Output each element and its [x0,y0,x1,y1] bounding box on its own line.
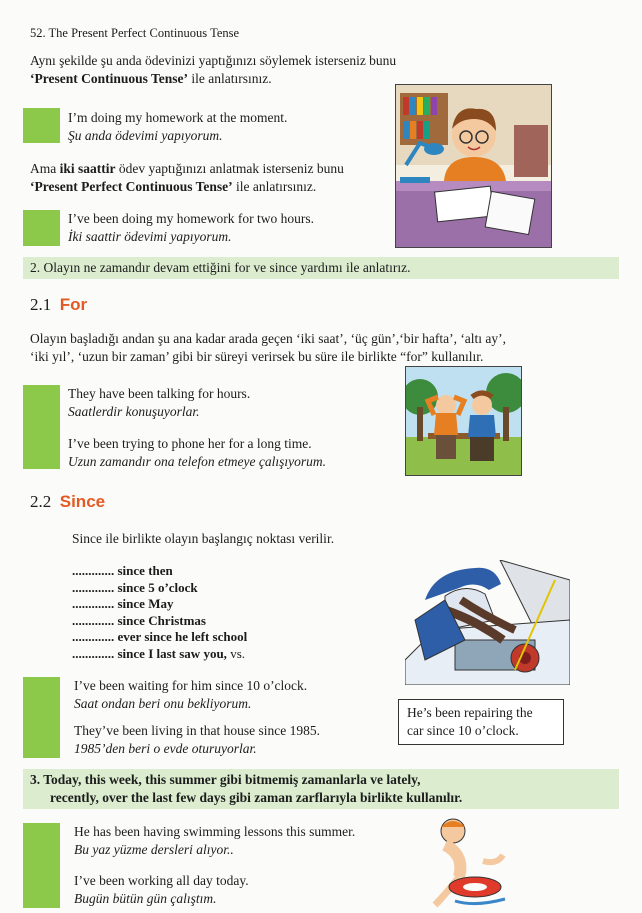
example-6-en: They’ve been living in that house since 1985. [74,723,320,738]
boy-homework-image [396,85,551,247]
example-8-en: I’ve been working all day today. [74,873,249,888]
intro-2-bold-2: ‘Present Perfect Continuous Tense’ [30,179,233,194]
intro-2-line-2 [30,178,400,196]
intro-2-mid: ödev yaptığınızı anlatmak isterseniz bunu [115,161,344,176]
caption-line-1: He’s been repairing the [407,705,533,720]
intro-1-line-1: Aynı şekilde şu anda ödevinizi yaptığınızı söylemek isterseniz bunu [30,53,397,68]
since-list-item: ............. since then [72,563,173,578]
since-intro: Since ile birlikte olayın başlangıç noktası verilir. [72,531,335,546]
for-paragraph-line-2: ‘iki yıl’, ‘uzun bir zaman’ gibi bir süreyi verirsek bu süre ile birlikte “for” kullanılır. [30,349,484,364]
talking-illustration [405,366,522,476]
section-3-line-1: 3. Today, this week, this summer gibi bitmemiş zamanlarla ve lately, [30,772,421,787]
example-1 [68,109,287,145]
for-paragraph-line-1: Olayın başladığı andan şu ana kadar arada geçen ‘iki saat’, ‘üç gün’,‘bir hafta’, ‘altı ay’, [30,331,507,346]
since-list-item: ............. since Christmas [72,612,206,628]
example-2 [68,210,314,246]
example-6-tr: 1985’den beri o evde oturuyorlar. [74,741,257,756]
example-7 [74,823,355,859]
intro-paragraph-1 [30,52,400,88]
intro-2-pre: Ama [30,161,60,176]
mechanic-caption-box [398,699,564,745]
example-8-tr: Bugün bütün gün çalıştım. [74,891,217,906]
example-marker [23,210,60,246]
page-header: 52. The Present Perfect Continuous Tense [30,26,240,40]
example-3 [68,385,250,421]
section-2-1-number: 2.1 [30,295,52,314]
example-4-en: I’ve been trying to phone her for a long time. [68,436,312,451]
swimmer-illustration [425,815,515,910]
example-3-tr: Saatlerdir konuşuyorlar. [68,404,200,419]
mechanic-image [405,560,570,685]
since-list-item: ............. ever since he left school [72,629,248,644]
intro-2-bold-1: iki saattir [59,161,116,176]
example-marker [23,385,60,469]
section-2-1-label: For [59,295,88,314]
since-vs: vs. [230,645,245,661]
example-1-en: I’m doing my homework at the moment. [68,110,288,125]
example-5-tr: Saat ondan beri onu bekliyorum. [74,696,252,711]
example-7-en: He has been having swimming lessons this summer. [74,824,356,839]
since-list-item-text: ............. since I last saw you, [72,645,227,661]
section-2-1-title [30,295,87,315]
section-3-line-2: recently, over the last few days gibi zaman zarflarıyla birlikte kullanılır. [50,790,463,805]
since-list-item: ............. since 5 o’clock [72,579,198,595]
intro-2-rest: ile anlatırsınız. [232,179,317,194]
example-4 [68,435,326,471]
example-marker [23,108,60,143]
intro-1-bold: ‘Present Continuous Tense’ [30,71,189,86]
since-list-item: ............. since May [72,596,174,611]
section-2-2-label: Since [59,492,106,511]
boys-talking-image [406,367,521,475]
section-2-2-number: 2.2 [30,492,52,511]
example-4-tr: Uzun zamandır ona telefon etmeye çalışıyorum. [68,454,326,469]
example-marker [23,823,60,908]
swimmer-image [425,815,515,910]
example-5-en: I’ve been waiting for him since 10 o’clock. [74,678,308,693]
intro-paragraph-2 [30,160,400,196]
intro-1-line-2 [30,70,400,88]
section-3-heading [30,771,620,807]
intro-1-rest: ile anlatırsınız. [188,71,272,86]
since-list [72,563,247,662]
example-1-tr: Şu anda ödevimi yapıyorum. [68,128,223,143]
since-list-item [72,646,247,663]
mechanic-illustration [405,560,570,685]
example-2-en: I’ve been doing my homework for two hours. [68,211,314,226]
example-marker [23,677,60,758]
example-3-en: They have been talking for hours. [68,386,251,401]
section-2-heading: 2. Olayın ne zamandır devam ettiğini for ve since yardımı ile anlatırız. [30,260,411,275]
example-6 [74,722,320,758]
homework-illustration [395,84,552,248]
example-8 [74,872,249,908]
caption-line-2: car since 10 o’clock. [407,723,519,738]
section-2-2-title [30,492,105,512]
for-paragraph [30,330,620,366]
example-7-tr: Bu yaz yüzme dersleri alıyor.. [74,842,234,857]
intro-2-line-1 [30,160,400,178]
example-5 [74,677,307,713]
example-2-tr: İki saattir ödevimi yapıyorum. [68,229,232,244]
